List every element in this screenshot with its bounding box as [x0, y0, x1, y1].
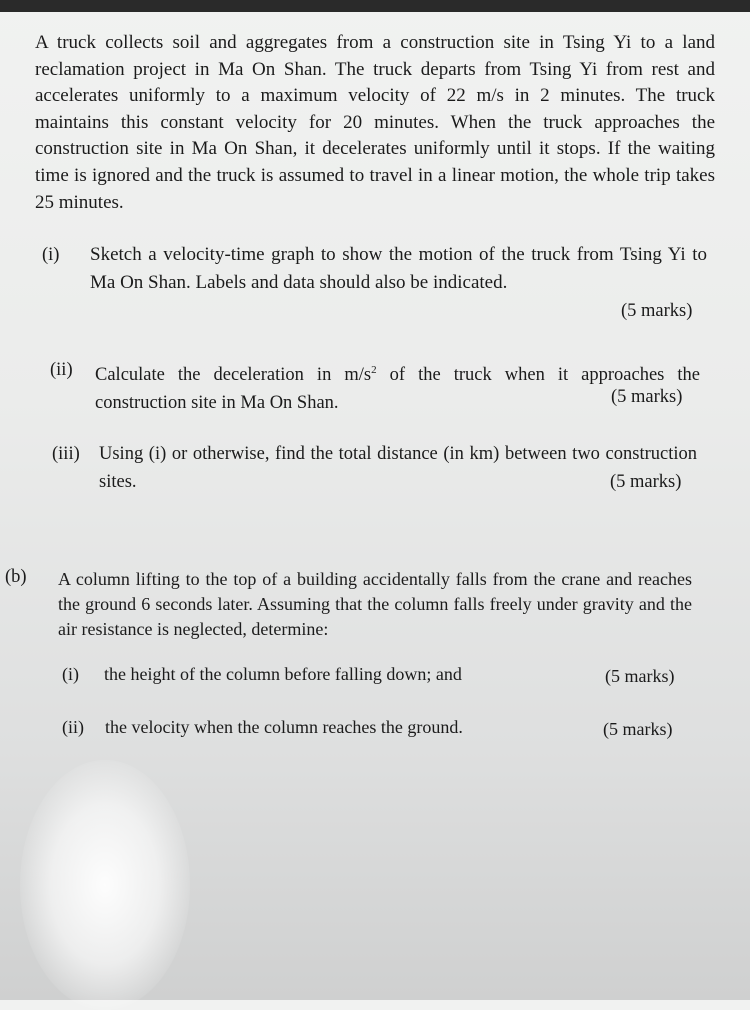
- question-number: (i): [42, 245, 60, 265]
- marks-label: (5 marks): [603, 719, 673, 739]
- question-text: [95, 356, 700, 417]
- question-text: Sketch a velocity-time graph to show the motion of the truck from Tsing Yi to Ma On Shan. Labels and data should also be indicated.: [90, 244, 707, 293]
- marks-label: (5 marks): [610, 472, 682, 492]
- marks-label: (5 marks): [605, 666, 675, 686]
- page-top-edge: [0, 0, 750, 12]
- intro-paragraph: A truck collects soil and aggregates from a construction site in Tsing Yi to a land reclamation project in Ma On Shan. The truck departs from Tsing Yi from rest and accelerates uniformly to a maximum velocity of 22 m/s in 2 minutes. The truck maintains this constant velocity for 20 minutes. When the truck approaches the construction site in Ma On Shan, it decelerates uniformly until it stops. If the waiting time is ignored and the truck is assumed to travel in a linear motion, the whole trip takes 25 minutes.: [35, 32, 715, 213]
- marks-label: (5 marks): [611, 387, 683, 407]
- question-number: (ii): [62, 717, 84, 737]
- question-number: (ii): [50, 360, 73, 380]
- question-text: the velocity when the column reaches the ground.: [105, 717, 463, 737]
- question-number: (iii): [52, 444, 80, 464]
- question-text-part: of the truck when it approaches the construction site in Ma On Shan.: [95, 365, 700, 414]
- question-text-part: Calculate the deceleration in m/s: [95, 365, 372, 386]
- question-text: A column lifting to the top of a building accidentally falls from the crane and reaches the ground 6 seconds later. Assuming that the column falls freely under gravity and the air resistance is neglected, determine:: [58, 569, 692, 639]
- superscript: 2: [371, 364, 377, 376]
- marks-label: (5 marks): [621, 301, 693, 321]
- question-number: (i): [62, 664, 79, 684]
- light-glare: [20, 760, 190, 1010]
- section-b-label: (b): [5, 567, 27, 587]
- question-text: the height of the column before falling down; and: [104, 664, 462, 684]
- question-text: Using (i) or otherwise, find the total distance (in km) between two construction sites.: [99, 444, 697, 492]
